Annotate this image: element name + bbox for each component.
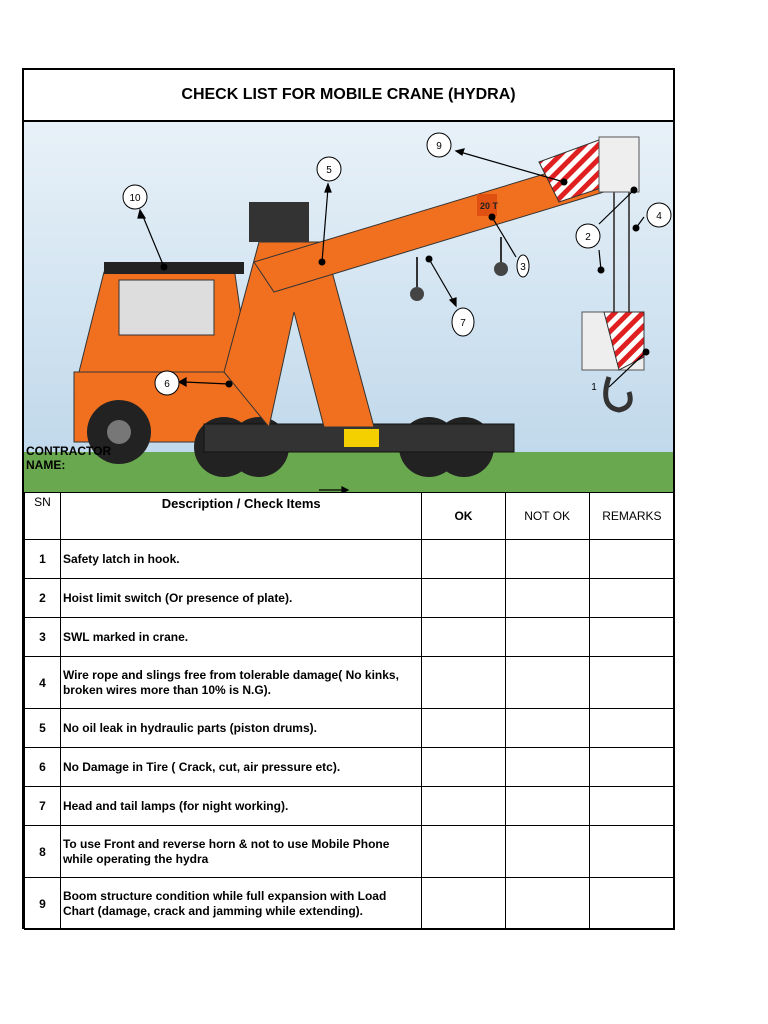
svg-text:1: 1 [591,382,597,393]
ok-cell[interactable] [422,826,505,878]
checklist-table [24,492,675,930]
row-item: No Damage in Tire ( Crack, cut, air pressure etc). [60,748,421,787]
svg-text:7: 7 [460,318,466,329]
row-sn: 7 [25,787,61,826]
not-ok-cell[interactable] [505,787,589,826]
ok-cell[interactable] [422,709,505,748]
header-description: Description / Check Items [60,493,421,540]
row-item: To use Front and reverse horn & not to use Mobile Phone while operating the hydra [60,826,421,878]
svg-text:10: 10 [129,193,141,204]
callout-6 [155,371,179,395]
table-row [25,826,675,878]
remarks-cell[interactable] [589,709,674,748]
swl-plate-text: 20 T [480,201,499,211]
callout-7 [452,308,474,336]
remarks-cell[interactable] [589,579,674,618]
not-ok-cell[interactable] [505,540,589,579]
callout-3 [517,255,529,277]
not-ok-cell[interactable] [505,618,589,657]
callout-2 [576,224,600,248]
header-ok: OK [422,493,505,540]
row-sn: 5 [25,709,61,748]
table-row [25,540,675,579]
header-not-ok: NOT OK [505,493,589,540]
remarks-cell[interactable] [589,540,674,579]
not-ok-cell[interactable] [505,826,589,878]
crane-diagram [24,122,673,492]
callout-10 [123,185,147,209]
table-row [25,618,675,657]
row-sn: 1 [25,540,61,579]
row-sn: 4 [25,657,61,709]
ok-cell[interactable] [422,579,505,618]
callout-9 [427,133,451,157]
page-title: CHECK LIST FOR MOBILE CRANE (HYDRA) [181,86,516,103]
row-item: Safety latch in hook. [60,540,421,579]
not-ok-cell[interactable] [505,709,589,748]
svg-text:3: 3 [520,262,526,273]
title-row [24,70,673,122]
remarks-cell[interactable] [589,878,674,930]
callout-4 [647,203,671,227]
table-row [25,748,675,787]
not-ok-cell[interactable] [505,878,589,930]
ok-cell[interactable] [422,787,505,826]
crane-illustration [24,122,673,493]
svg-text:4: 4 [656,211,662,222]
svg-text:5: 5 [326,165,332,176]
table-row [25,787,675,826]
row-item: SWL marked in crane. [60,618,421,657]
remarks-cell[interactable] [589,618,674,657]
remarks-cell[interactable] [589,657,674,709]
row-item: Head and tail lamps (for night working). [60,787,421,826]
table-row [25,709,675,748]
header-sn: SN [25,493,61,540]
remarks-cell[interactable] [589,826,674,878]
row-sn: 8 [25,826,61,878]
row-sn: 2 [25,579,61,618]
ok-cell[interactable] [422,540,505,579]
not-ok-cell[interactable] [505,579,589,618]
ok-cell[interactable] [422,657,505,709]
row-item: Wire rope and slings free from tolerable damage( No kinks, broken wires more than 10% is N.G). [60,657,421,709]
ok-cell[interactable] [422,878,505,930]
not-ok-cell[interactable] [505,748,589,787]
row-sn: 6 [25,748,61,787]
row-sn: 9 [25,878,61,930]
row-item: Hoist limit switch (Or presence of plate). [60,579,421,618]
row-item: Boom structure condition while full expansion with Load Chart (damage, crack and jamming while extending). [60,878,421,930]
contractor-name-label: CONTRACTOR NAME: [26,444,112,472]
svg-text:2: 2 [585,232,591,243]
remarks-cell[interactable] [589,748,674,787]
table-header-row [25,493,675,540]
row-item: No oil leak in hydraulic parts (piston drums). [60,709,421,748]
svg-text:9: 9 [436,141,442,152]
ok-cell[interactable] [422,618,505,657]
table-row [25,878,675,930]
ok-cell[interactable] [422,748,505,787]
svg-text:6: 6 [164,379,170,390]
table-row [25,579,675,618]
header-remarks: REMARKS [589,493,674,540]
remarks-cell[interactable] [589,787,674,826]
not-ok-cell[interactable] [505,657,589,709]
table-row [25,657,675,709]
row-sn: 3 [25,618,61,657]
callout-1 [591,382,597,393]
callout-5 [317,157,341,181]
checklist-sheet [22,68,675,929]
